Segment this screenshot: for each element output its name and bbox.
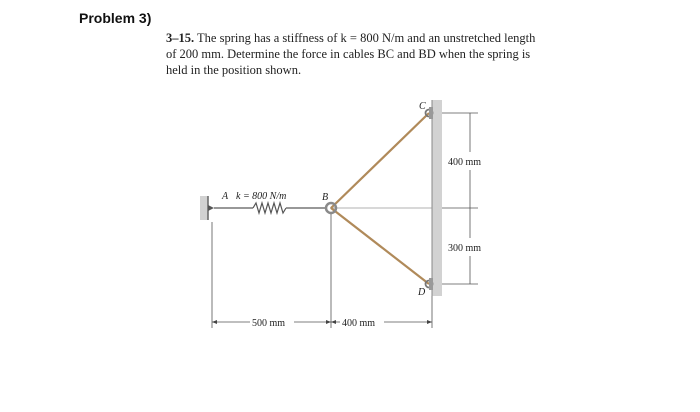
problem-heading: Problem 3) [79, 10, 152, 26]
dim-right-horizontal-label: 400 mm [342, 318, 376, 329]
dim-lower-vertical-label: 300 mm [448, 243, 482, 254]
problem-body: The spring has a stiffness of k = 800 N/m and an unstretched length of 200 mm. Determine the force in cables BC and BD when the spring is held in the position shown. [166, 31, 536, 77]
left-wall [200, 196, 208, 220]
right-wall [432, 100, 442, 296]
cable-bd [331, 208, 429, 284]
anchor-a-icon [208, 205, 214, 211]
arrow-b-left [326, 320, 331, 324]
label-spring: k = 800 N/m [236, 191, 287, 202]
arrow-left-end [212, 320, 217, 324]
label-c: C [419, 101, 426, 112]
cable-bc [331, 113, 429, 208]
arrow-wall-end [427, 320, 432, 324]
label-a: A [222, 191, 229, 202]
arrow-b-right [331, 320, 336, 324]
dim-left-horizontal-label: 500 mm [252, 318, 286, 329]
label-d: D [418, 287, 426, 298]
bracket-d [429, 278, 433, 290]
spring-coil [253, 203, 286, 213]
dim-upper-vertical-label: 400 mm [448, 157, 482, 168]
label-b: B [322, 192, 329, 203]
problem-number: 3–15. [166, 31, 195, 45]
bracket-c [429, 107, 433, 119]
